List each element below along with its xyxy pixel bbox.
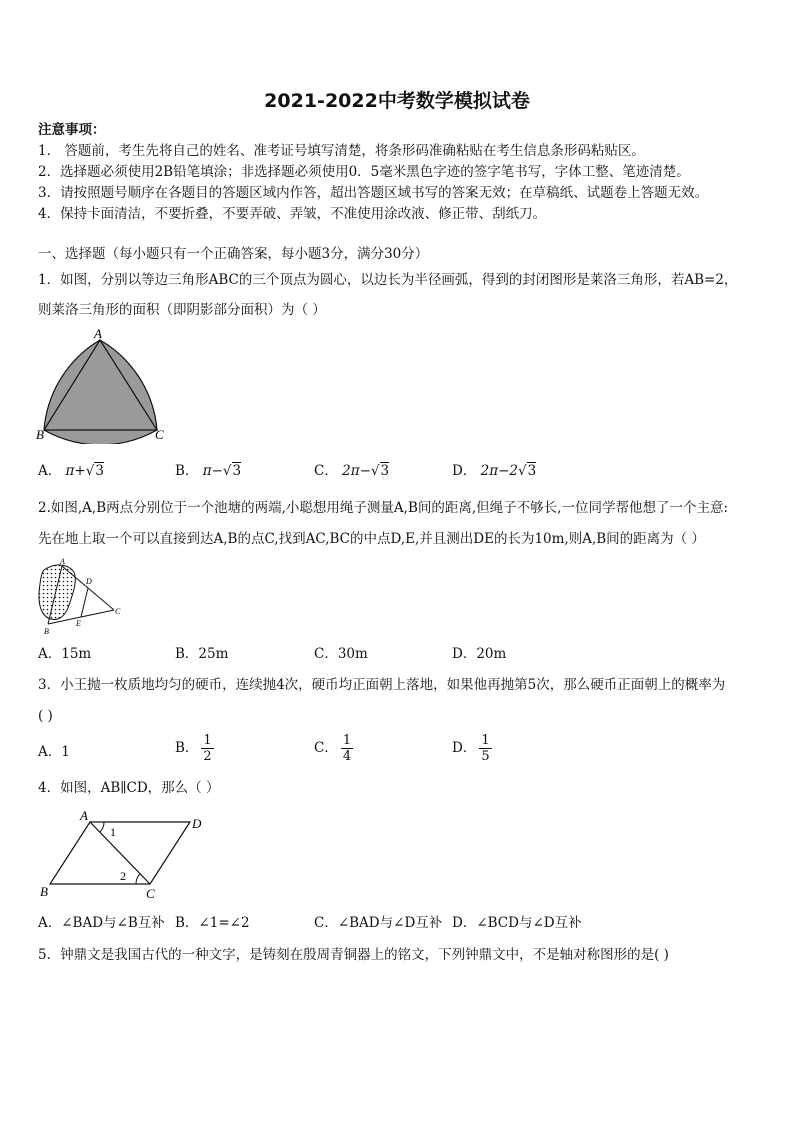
q2-option-b[interactable]: B．25m	[175, 646, 229, 662]
denominator: 5	[481, 749, 490, 764]
label-a: A	[60, 557, 65, 566]
label-c: C	[155, 427, 164, 442]
q2-text-line2: 先在地上取一个可以直接到达A,B的点C,找到AC,BC的中点D,E,并且测出DE的长为10m,则A,B间的距离为（ ）	[38, 531, 705, 547]
option-expr: π+	[65, 463, 86, 479]
q4-text-line1: 4．如图，AB∥CD，那么（ ）	[38, 780, 220, 796]
q3-text-line2: ( )	[38, 708, 53, 724]
option-letter: D．	[452, 463, 477, 479]
angle-2-label: 2	[120, 869, 126, 883]
q2-text-line1: 2.如图,A,B两点分别位于一个池塘的两端,小聪想用绳子测量A,B间的距离,但绳子不够长,一位同学帮他想了一个主意:	[38, 500, 729, 516]
label-a: A	[94, 326, 102, 341]
q1-option-b[interactable]: B． π−√3	[175, 463, 242, 479]
section-heading: 一、选择题（每小题只有一个正确答案，每小题3分，满分30分）	[38, 246, 429, 262]
angle-1-arc	[100, 822, 104, 832]
fraction	[201, 733, 213, 764]
q1-option-c[interactable]: C． 2π−√3	[314, 463, 390, 479]
q3-option-d[interactable]	[452, 733, 492, 764]
option-letter: C．	[314, 463, 338, 479]
numerator: 1	[342, 733, 352, 748]
option-letter: B．	[175, 740, 199, 756]
q1-text-line2: 则莱洛三角形的面积（即阴影部分面积）为（ ）	[38, 302, 326, 318]
angle-1-label: 1	[110, 825, 116, 839]
label-d: D	[86, 577, 92, 586]
angle-2-arc	[136, 874, 140, 884]
notice-item-1: 1． 答题前，考生先将自己的姓名、准考证号填写清楚，将条形码准确粘贴在考生信息条形码粘贴区。	[38, 143, 645, 159]
option-letter: A．	[38, 463, 62, 479]
q5-text-line1: 5．钟鼎文是我国古代的一种文字，是铸刻在殷周青铜器上的铭文，下列钟鼎文中，不是轴对称图形的是( )	[38, 947, 669, 963]
option-expr: 2π−	[342, 463, 371, 479]
radicand: 3	[527, 463, 537, 479]
notice-item-3: 3．请按照题号顺序在各题目的答题区域内作答，超出答题区域书写的答案无效；在草稿纸、试题卷上答题无效。	[38, 185, 709, 201]
q2-option-d[interactable]: D．20m	[452, 646, 507, 662]
q2-option-c[interactable]: C．30m	[314, 646, 368, 662]
q3-text-line1: 3．小王抛一枚质地均匀的硬币，连续抛4次，硬币均正面朝上落地，如果他再抛第5次，那么硬币正面朝上的概率为	[38, 677, 726, 693]
parallelogram-figure	[34, 806, 210, 902]
option-expr: 2π−2	[480, 463, 518, 479]
notice-item-2: 2．选择题必须使用2B铅笔填涂；非选择题必须使用0．5毫米黑色字迹的签字笔书写，字体工整、笔迹清楚。	[38, 164, 690, 180]
label-c: C	[115, 607, 121, 616]
label-b: B	[36, 427, 44, 442]
fraction	[341, 733, 353, 764]
radicand: 3	[380, 463, 390, 479]
radicand: 3	[232, 463, 242, 479]
denominator: 2	[203, 749, 212, 764]
label-a: A	[80, 808, 88, 823]
option-letter: C．	[314, 740, 338, 756]
label-e: E	[76, 619, 81, 628]
q3-option-a[interactable]: A．1	[38, 744, 70, 760]
notice-heading: 注意事项：	[38, 122, 106, 138]
q2-option-a[interactable]: A．15m	[38, 646, 92, 662]
denominator: 4	[342, 749, 352, 764]
option-expr: π−	[202, 463, 223, 479]
label-b: B	[40, 884, 48, 899]
q1-text-line1: 1．如图，分别以等边三角形ABC的三个顶点为圆心，以边长为半径画弧，得到的封闭图形是莱洛三角形，若AB=2，	[38, 272, 738, 288]
q4-option-b[interactable]: B．∠1=∠2	[175, 915, 250, 931]
q1-option-a[interactable]: A． π+√3	[38, 463, 104, 479]
numerator: 1	[481, 733, 490, 748]
reuleaux-triangle-figure	[34, 326, 174, 444]
label-c: C	[146, 886, 155, 901]
label-b: B	[44, 627, 49, 636]
q3-option-b[interactable]	[175, 733, 214, 764]
option-letter: B．	[175, 463, 199, 479]
q3-option-c[interactable]	[314, 733, 353, 764]
q4-option-c[interactable]: C．∠BAD与∠D互补	[314, 915, 443, 931]
radicand: 3	[95, 463, 104, 479]
label-d: D	[192, 816, 202, 831]
q4-option-d[interactable]: D．∠BCD与∠D互补	[452, 915, 582, 931]
reuleaux-shaded-region	[44, 340, 157, 444]
fraction	[479, 733, 491, 764]
numerator: 1	[203, 733, 212, 748]
page-title: 2021-2022中考数学模拟试卷	[264, 90, 530, 112]
q4-option-a[interactable]: A．∠BAD与∠B互补	[38, 915, 165, 931]
notice-item-4: 4．保持卡面清洁，不要折叠，不要弄破、弄皱，不准使用涂改液、修正带、刮纸刀。	[38, 206, 547, 222]
pond-figure	[34, 556, 126, 638]
option-letter: D．	[452, 740, 477, 756]
q1-option-d[interactable]: D． 2π−2√3	[452, 463, 537, 479]
segment-de	[81, 588, 88, 617]
